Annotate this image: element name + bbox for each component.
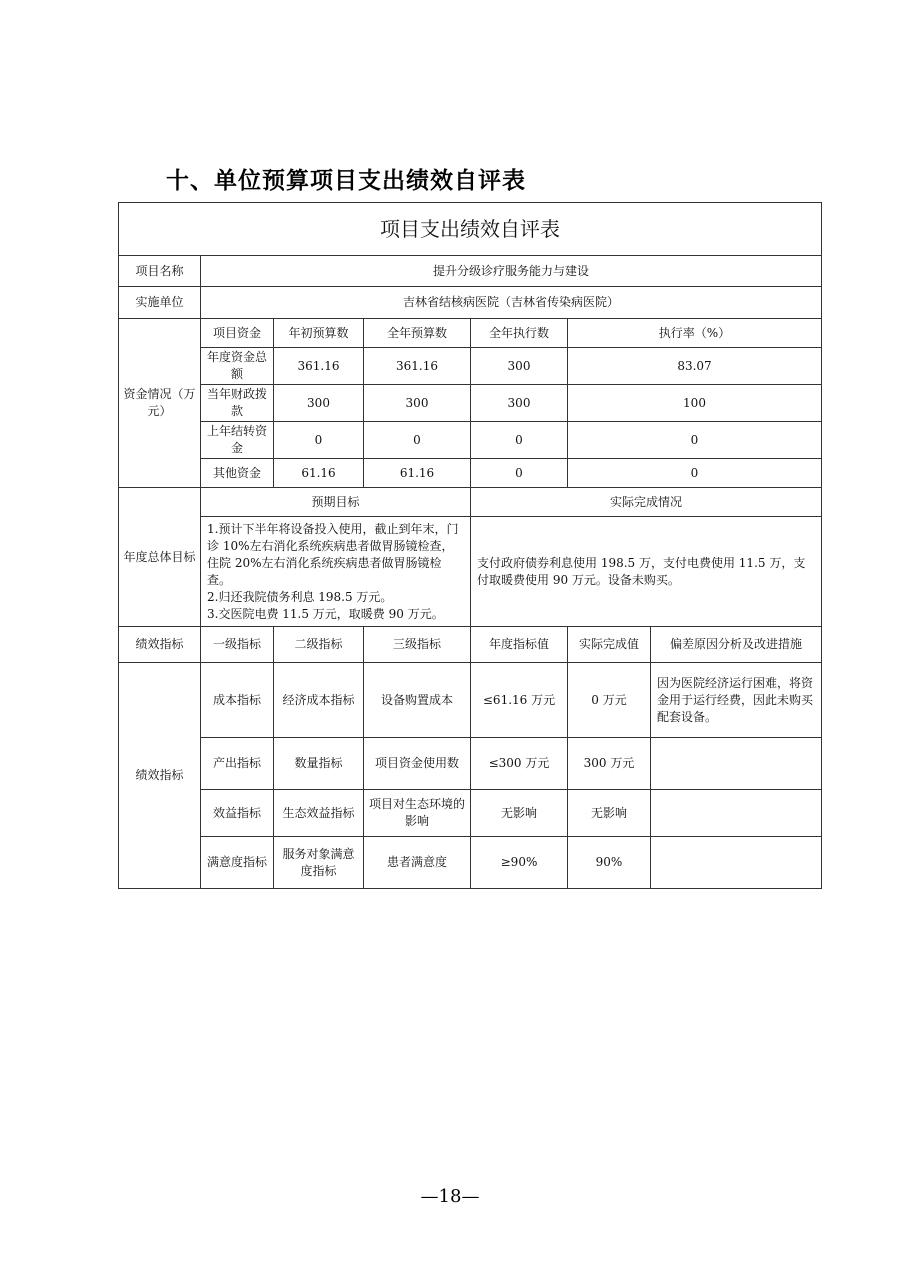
perf-cell: 90% (568, 837, 651, 889)
funds-cell: 100 (568, 385, 822, 422)
perf-cell: 无影响 (471, 790, 568, 837)
actual-goal-text: 支付政府债券利息使用 198.5 万，支付电费使用 11.5 万，支付取暖费使用 90 万元。设备未购买。 (471, 517, 822, 627)
perf-header: 一级指标 (201, 627, 274, 663)
actual-goal-header: 实际完成情况 (471, 488, 822, 517)
perf-row (119, 738, 822, 790)
expected-goal-text (201, 517, 471, 627)
funds-cell: 当年财政拨款 (201, 385, 274, 422)
perf-cell: 设备购置成本 (364, 663, 471, 738)
funds-cell: 61.16 (274, 459, 364, 488)
perf-header: 绩效指标 (119, 627, 201, 663)
perf-cell: 服务对象满意度指标 (274, 837, 364, 889)
perf-cell: 经济成本指标 (274, 663, 364, 738)
expected-goal-item: 2.归还我院债务利息 198.5 万元。 (207, 589, 393, 604)
perf-header: 二级指标 (274, 627, 364, 663)
funds-row (119, 385, 822, 422)
funds-header: 全年执行数 (471, 319, 568, 348)
expected-goal-item: 1.预计下半年将设备投入使用，截止到年末，门诊 10%左右消化系统疾病患者做胃肠镜检查，住院 20%左右消化系统疾病患者做胃肠镜检查。 (207, 521, 459, 587)
funds-header: 全年预算数 (364, 319, 471, 348)
funds-cell: 0 (471, 459, 568, 488)
project-name-label: 项目名称 (119, 256, 201, 287)
funds-header: 项目资金 (201, 319, 274, 348)
funds-header: 年初预算数 (274, 319, 364, 348)
funds-label: 资金情况（万元） (119, 319, 201, 488)
funds-cell: 361.16 (274, 348, 364, 385)
funds-row (119, 459, 822, 488)
funds-cell: 其他资金 (201, 459, 274, 488)
perf-cell: 产出指标 (201, 738, 274, 790)
performance-table (118, 202, 822, 889)
perf-cell: 300 万元 (568, 738, 651, 790)
funds-cell: 0 (568, 422, 822, 459)
funds-cell: 300 (364, 385, 471, 422)
perf-cell: 项目对生态环境的影响 (364, 790, 471, 837)
funds-cell: 0 (471, 422, 568, 459)
funds-cell: 0 (364, 422, 471, 459)
perf-cell: 患者满意度 (364, 837, 471, 889)
perf-label: 绩效指标 (119, 663, 201, 889)
perf-cell: 0 万元 (568, 663, 651, 738)
perf-cell: 效益指标 (201, 790, 274, 837)
perf-cell: 生态效益指标 (274, 790, 364, 837)
perf-cell: 成本指标 (201, 663, 274, 738)
funds-cell: 300 (471, 385, 568, 422)
perf-row (119, 790, 822, 837)
funds-header: 执行率（%） (568, 319, 822, 348)
funds-cell: 83.07 (568, 348, 822, 385)
unit-value: 吉林省结核病医院（吉林省传染病医院） (201, 287, 822, 319)
perf-cell: 项目资金使用数 (364, 738, 471, 790)
perf-header: 偏差原因分析及改进措施 (651, 627, 822, 663)
perf-row (119, 837, 822, 889)
perf-cell: ≥90% (471, 837, 568, 889)
funds-cell: 361.16 (364, 348, 471, 385)
expected-goal-item: 3.交医院电费 11.5 万元，取暖费 90 万元。 (207, 606, 444, 621)
perf-header: 年度指标值 (471, 627, 568, 663)
perf-cell: ≤61.16 万元 (471, 663, 568, 738)
perf-cell: 数量指标 (274, 738, 364, 790)
unit-label: 实施单位 (119, 287, 201, 319)
funds-cell: 300 (471, 348, 568, 385)
project-name-value: 提升分级诊疗服务能力与建设 (201, 256, 822, 287)
page-number: —18— (420, 1186, 480, 1207)
perf-cell (651, 738, 822, 790)
funds-cell: 年度资金总额 (201, 348, 274, 385)
funds-cell: 上年结转资金 (201, 422, 274, 459)
table-title: 项目支出绩效自评表 (119, 203, 822, 256)
perf-cell: 无影响 (568, 790, 651, 837)
expected-goal-header: 预期目标 (201, 488, 471, 517)
perf-row (119, 663, 822, 738)
perf-cell (651, 837, 822, 889)
funds-row (119, 348, 822, 385)
section-heading: 十、单位预算项目支出绩效自评表 (166, 168, 526, 194)
perf-cell: 因为医院经济运行困难，将资金用于运行经费，因此未购买配套设备。 (651, 663, 822, 738)
funds-cell: 0 (274, 422, 364, 459)
perf-header: 实际完成值 (568, 627, 651, 663)
funds-cell: 0 (568, 459, 822, 488)
perf-cell (651, 790, 822, 837)
perf-cell: 满意度指标 (201, 837, 274, 889)
perf-cell: ≤300 万元 (471, 738, 568, 790)
perf-header: 三级指标 (364, 627, 471, 663)
funds-cell: 61.16 (364, 459, 471, 488)
funds-cell: 300 (274, 385, 364, 422)
goals-label: 年度总体目标 (119, 488, 201, 627)
funds-row (119, 422, 822, 459)
